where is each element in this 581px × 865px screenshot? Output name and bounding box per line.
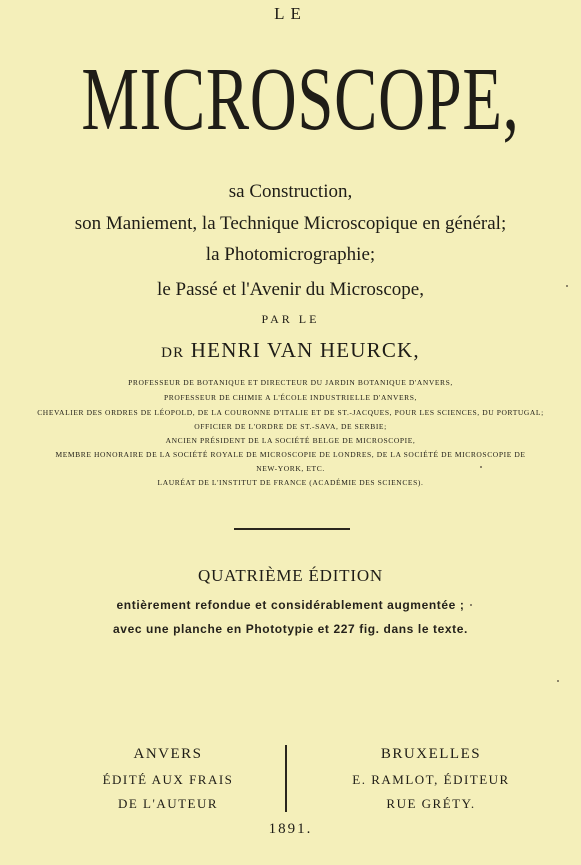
publisher-left-line-3: DE L'AUTEUR	[117, 796, 219, 811]
publisher-divider	[285, 745, 287, 812]
publisher-city-right: BRUXELLES	[380, 746, 482, 762]
credential-line: NEW-YORK, ETC.	[256, 464, 325, 473]
credential-line: ANCIEN PRÉSIDENT DE LA SOCIÉTÉ BELGE DE MICROSCOPIE,	[165, 436, 416, 445]
book-title: MICROSCOPE,	[81, 50, 520, 149]
subtitle-line-2: son Maniement, la Technique Microscopique en général;	[74, 213, 507, 234]
edition-description-line-1: entièrement refondue et considérablement augmentée ;	[116, 598, 465, 612]
credential-line: PROFESSEUR DE CHIMIE A L'ÉCOLE INDUSTRIELLE D'ANVERS,	[163, 393, 418, 402]
edition-description-line-2: avec une planche en Phototypie et 227 fig. dans le texte.	[113, 622, 468, 636]
author-name: HENRI VAN HEURCK,	[184, 338, 420, 362]
publication-year: 1891.	[268, 821, 313, 837]
credential-line: CHEVALIER DES ORDRES DE LÉOPOLD, DE LA COURONNE D'ITALIE ET DE ST.-JACQUES, POUR LES SCIENCES, DU PORTUGAL;	[37, 408, 544, 417]
title-article: LE	[274, 4, 307, 23]
par-le: PAR LE	[261, 312, 320, 326]
credential-line: LAURÉAT DE L'INSTITUT DE FRANCE (ACADÉMIE DES SCIENCES).	[157, 478, 424, 487]
credential-line: OFFICIER DE L'ORDRE DE ST.-SAVA, DE SERBIE;	[194, 422, 387, 431]
publisher-right-line-2: E. RAMLOT, ÉDITEUR	[352, 772, 510, 787]
subtitle-line-4: le Passé et l'Avenir du Microscope,	[157, 279, 424, 300]
subtitle-line-1: sa Construction,	[228, 181, 353, 202]
author	[0, 338, 581, 363]
publisher-right-line-3: RUE GRÉTY.	[386, 796, 476, 811]
credential-line: MEMBRE HONORAIRE DE LA SOCIÉTÉ ROYALE DE MICROSCOPIE DE LONDRES, DE LA SOCIÉTÉ DE MICROSCOPIE DE	[55, 450, 526, 459]
edition-heading: QUATRIÈME ÉDITION	[198, 566, 383, 585]
author-prefix: DR	[161, 345, 185, 361]
publisher-left-line-2: ÉDITÉ AUX FRAIS	[102, 772, 234, 787]
credential-line: PROFESSEUR DE BOTANIQUE ET DIRECTEUR DU JARDIN BOTANIQUE D'ANVERS,	[128, 378, 453, 387]
divider-rule	[234, 528, 350, 530]
subtitle-line-3: la Photomicrographie;	[205, 244, 376, 265]
publisher-city-left: ANVERS	[133, 746, 203, 762]
